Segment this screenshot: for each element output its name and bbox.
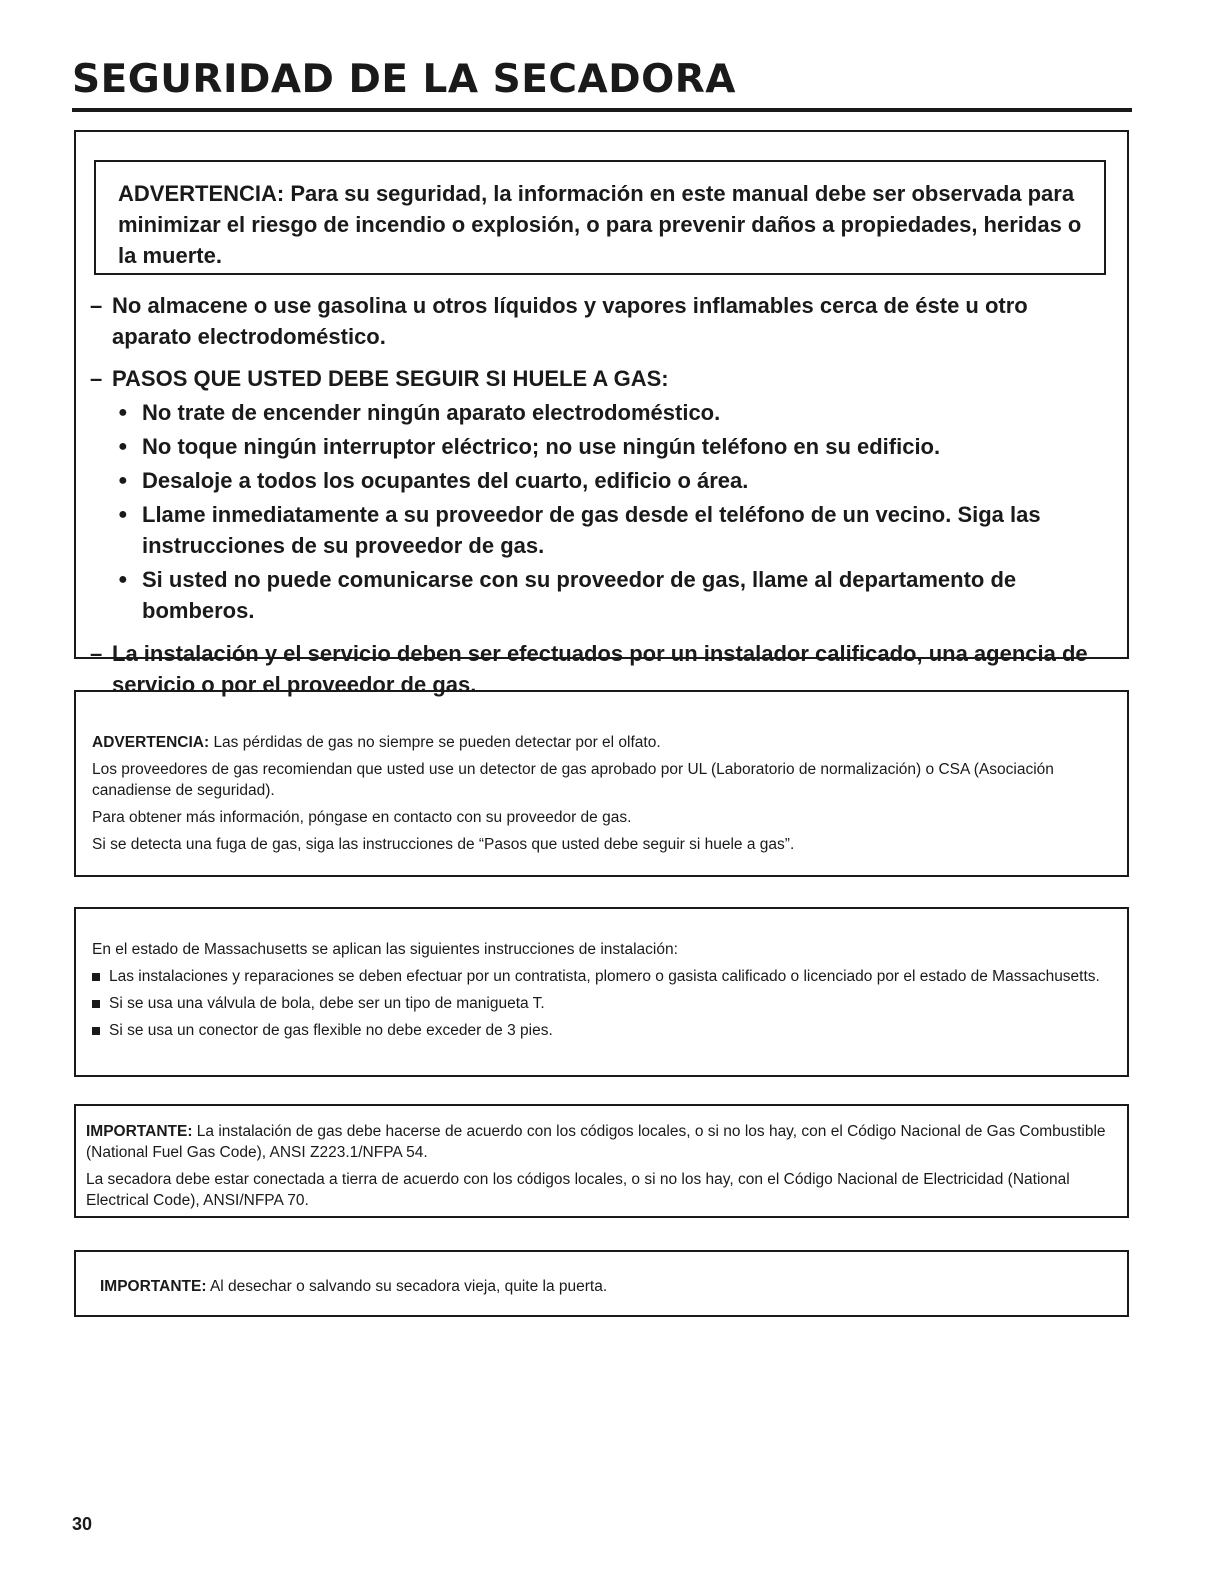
warning-item-gas-steps [90,363,1110,394]
warning-list [90,290,1110,711]
gas-step [90,431,1110,462]
important-electrical-code: La secadora debe estar conectada a tierra de acuerdo con los códigos locales, o si no los hay, con el Código Nacional de Electricidad (National Electrical Code), ANSI/NFPA 70. [86,1171,1070,1209]
square-bullet-icon [92,973,100,981]
gas-detection-paragraph: Para obtener más información, póngase en contacto con su proveedor de gas. [92,809,632,826]
disposal-note [100,1276,1127,1297]
list-item [92,993,1127,1014]
list-item [92,966,1127,987]
massachusetts-intro: En el estado de Massachusetts se aplican las siguientes instrucciones de instalación: [92,941,678,958]
warning-item-text: PASOS QUE USTED DEBE SEGUIR SI HUELE A GAS: [112,366,669,391]
gas-step [90,465,1110,496]
warning-item-text: La instalación y el servicio deben ser efectuados por un instalador calificado, una agencia de servicio o por el proveedor de gas. [112,641,1088,697]
gas-detection-paragraph: Si se detecta una fuga de gas, siga las instrucciones de “Pasos que usted debe seguir si huele a gas”. [92,836,795,853]
warning-item-text: No almacene o use gasolina u otros líquidos y vapores inflamables cerca de éste u otro aparato electrodoméstico. [112,293,1028,349]
warning-item-storage [90,290,1110,352]
warning-label: ADVERTENCIA: [92,734,210,751]
title-rule [72,108,1132,112]
bullet-icon: ● [118,438,128,455]
page-number: 30 [72,1514,93,1534]
important-gas-code [86,1121,1127,1163]
dash-marker: – [90,293,103,318]
page-title: SEGURIDAD DE LA SECADORA [72,57,736,102]
gas-step-text: Si usted no puede comunicarse con su proveedor de gas, llame al departamento de bomberos. [142,567,1017,623]
gas-warning-box [74,130,1129,697]
gas-detection-paragraph: Los proveedores de gas recomiendan que usted use un detector de gas aprobado por UL (Laboratorio de normalización) o CSA (Asociación canadiense de seguridad). [92,761,1054,799]
bullet-icon: ● [118,404,128,421]
list-item-text: Si se usa una válvula de bola, debe ser un tipo de manigueta T. [109,995,545,1012]
disposal-text: Al desechar o salvando su secadora vieja, quite la puerta. [209,1278,608,1295]
gas-step [90,564,1110,626]
gas-step [90,397,1110,428]
gas-steps-list [90,397,1110,626]
gas-step-text: Llame inmediatamente a su proveedor de gas desde el teléfono de un vecino. Siga las instrucciones de su proveedor de gas. [142,502,1041,558]
list-item-text: Las instalaciones y reparaciones se deben efectuar por un contratista, plomero o gasista calificado o licenciado por el estado de Massachusetts. [109,968,1100,985]
important-codes-box [74,1104,1129,1218]
important-label: IMPORTANTE: [86,1123,193,1140]
bullet-icon: ● [118,472,128,489]
safety-warning-statement: ADVERTENCIA: Para su seguridad, la información en este manual debe ser observada para minimizar el riesgo de incendio o explosión, o para prevenir daños a propiedades, heridas o la muerte. [94,160,1106,275]
gas-detection-box [74,690,1129,877]
massachusetts-box [74,907,1129,1077]
square-bullet-icon [92,1000,100,1008]
gas-step-text: Desaloje a todos los ocupantes del cuarto, edificio o área. [142,468,749,493]
important-text: La instalación de gas debe hacerse de acuerdo con los códigos locales, o si no los hay, con el Código Nacional de Gas Combustible (National Fuel Gas Code), ANSI Z223.1/NFPA 54. [86,1123,1106,1161]
gas-step-text: No toque ningún interruptor eléctrico; no use ningún teléfono en su edificio. [142,434,941,459]
disposal-box [74,1250,1129,1317]
important-label: IMPORTANTE: [100,1278,207,1295]
square-bullet-icon [92,1027,100,1035]
gas-step [90,499,1110,561]
dash-marker: – [90,641,103,666]
gas-step-text: No trate de encender ningún aparato electrodoméstico. [142,400,721,425]
list-item-text: Si se usa un conector de gas flexible no debe exceder de 3 pies. [109,1022,553,1039]
gas-detection-first [92,732,1127,753]
gas-detection-text: Las pérdidas de gas no siempre se pueden detectar por el olfato. [213,734,661,751]
bullet-icon: ● [118,506,128,523]
list-item [92,1020,1127,1041]
bullet-icon: ● [118,571,128,588]
dash-marker: – [90,366,103,391]
